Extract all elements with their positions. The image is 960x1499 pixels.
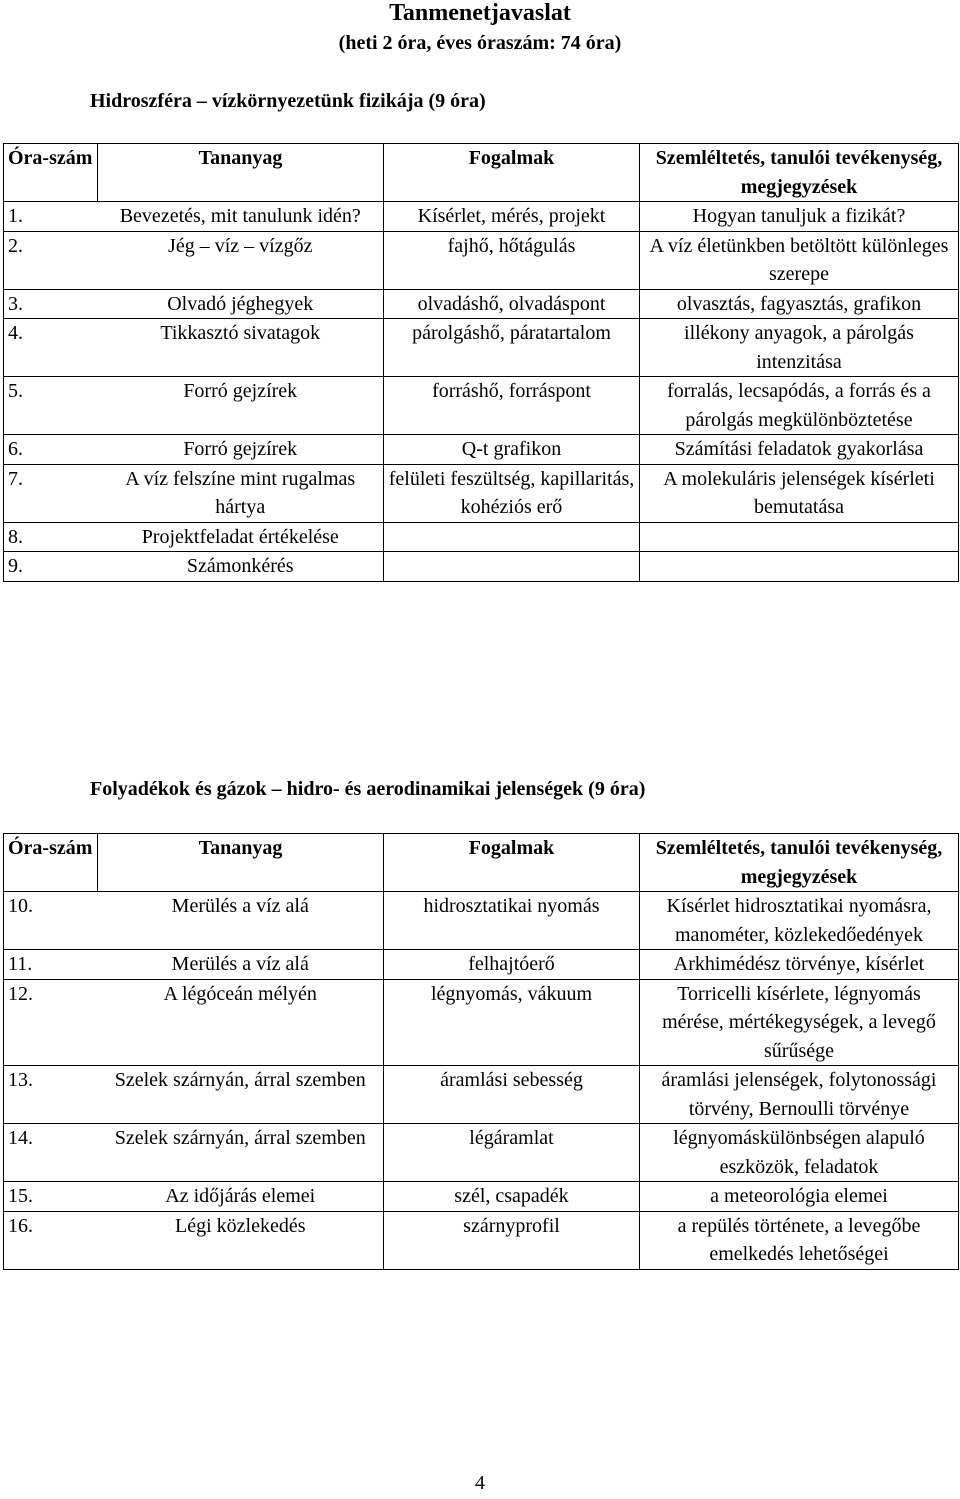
- concepts-cell: szárnyprofil: [384, 1211, 640, 1269]
- concepts-cell: [384, 552, 640, 582]
- lesson-number-cell: 10.: [4, 892, 98, 950]
- lesson-number-cell: 7.: [4, 464, 98, 522]
- notes-cell: A molekuláris jelenségek kísérleti bemutatása: [640, 464, 959, 522]
- table-row: [4, 522, 959, 552]
- lesson-number-cell: 12.: [4, 979, 98, 1066]
- table-row: [4, 289, 959, 319]
- notes-cell: [640, 552, 959, 582]
- table-header-row: [4, 144, 959, 202]
- notes-cell: olvasztás, fagyasztás, grafikon: [640, 289, 959, 319]
- lesson-number-cell: 8.: [4, 522, 98, 552]
- table-row: [4, 979, 959, 1066]
- concepts-cell: légáramlat: [384, 1124, 640, 1182]
- lesson-number-cell: 1.: [4, 202, 98, 232]
- notes-cell: Kísérlet hidrosztatikai nyomásra, manométer, közlekedőedények: [640, 892, 959, 950]
- concepts-cell: párolgáshő, páratartalom: [384, 319, 640, 377]
- notes-cell: Arkhimédész törvénye, kísérlet: [640, 950, 959, 980]
- lesson-number-cell: 11.: [4, 950, 98, 980]
- topic-cell: Forró gejzírek: [98, 377, 384, 435]
- notes-cell: a repülés története, a levegőbe emelkedés lehetőségei: [640, 1211, 959, 1269]
- topic-cell: Tikkasztó sivatagok: [98, 319, 384, 377]
- lesson-plan-table-2: [3, 833, 959, 1270]
- concepts-cell: Kísérlet, mérés, projekt: [384, 202, 640, 232]
- topic-cell: Projektfeladat értékelése: [98, 522, 384, 552]
- section-1-title: Hidroszféra – vízkörnyezetünk fizikája (9 óra): [90, 90, 486, 112]
- header-topic: Tananyag: [98, 144, 384, 202]
- concepts-cell: fajhő, hőtágulás: [384, 231, 640, 289]
- concepts-cell: Q-t grafikon: [384, 435, 640, 465]
- table-row: [4, 377, 959, 435]
- lesson-number-cell: 15.: [4, 1182, 98, 1212]
- topic-cell: Merülés a víz alá: [98, 892, 384, 950]
- table-row: [4, 231, 959, 289]
- notes-cell: forralás, lecsapódás, a forrás és a párolgás megkülönböztetése: [640, 377, 959, 435]
- notes-cell: Számítási feladatok gyakorlása: [640, 435, 959, 465]
- lesson-number-cell: 14.: [4, 1124, 98, 1182]
- notes-cell: Torricelli kísérlete, légnyomás mérése, mértékegységek, a levegő sűrűsége: [640, 979, 959, 1066]
- topic-cell: Szelek szárnyán, árral szemben: [98, 1066, 384, 1124]
- concepts-cell: [384, 522, 640, 552]
- table-row: [4, 1124, 959, 1182]
- topic-cell: A légóceán mélyén: [98, 979, 384, 1066]
- concepts-cell: áramlási sebesség: [384, 1066, 640, 1124]
- notes-cell: a meteorológia elemei: [640, 1182, 959, 1212]
- concepts-cell: felhajtóerő: [384, 950, 640, 980]
- header-concepts: Fogalmak: [384, 144, 640, 202]
- lesson-number-cell: 2.: [4, 231, 98, 289]
- table-row: [4, 202, 959, 232]
- table-row: [4, 892, 959, 950]
- notes-cell: áramlási jelenségek, folytonossági törvény, Bernoulli törvénye: [640, 1066, 959, 1124]
- header-notes: Szemléltetés, tanulói tevékenység, megjegyzések: [640, 834, 959, 892]
- notes-cell: légnyomáskülönbségen alapuló eszközök, feladatok: [640, 1124, 959, 1182]
- table-row: [4, 1211, 959, 1269]
- header-concepts: Fogalmak: [384, 834, 640, 892]
- concepts-cell: forráshő, forráspont: [384, 377, 640, 435]
- topic-cell: Jég – víz – vízgőz: [98, 231, 384, 289]
- topic-cell: Számonkérés: [98, 552, 384, 582]
- table-row: [4, 552, 959, 582]
- lesson-number-cell: 16.: [4, 1211, 98, 1269]
- header-notes: Szemléltetés, tanulói tevékenység, megjegyzések: [640, 144, 959, 202]
- table-row: [4, 319, 959, 377]
- table-row: [4, 1066, 959, 1124]
- table-row: [4, 435, 959, 465]
- section-2-title: Folyadékok és gázok – hidro- és aerodinamikai jelenségek (9 óra): [90, 778, 646, 800]
- concepts-cell: felületi feszültség, kapillaritás, kohéziós erő: [384, 464, 640, 522]
- table-header-row: [4, 834, 959, 892]
- lesson-number-cell: 4.: [4, 319, 98, 377]
- document-title: Tanmenetjavaslat: [389, 0, 571, 26]
- lesson-number-cell: 9.: [4, 552, 98, 582]
- table-row: [4, 950, 959, 980]
- concepts-cell: hidrosztatikai nyomás: [384, 892, 640, 950]
- table-row: [4, 1182, 959, 1212]
- table-row: [4, 464, 959, 522]
- topic-cell: Merülés a víz alá: [98, 950, 384, 980]
- topic-cell: Szelek szárnyán, árral szemben: [98, 1124, 384, 1182]
- header-topic: Tananyag: [98, 834, 384, 892]
- lesson-number-cell: 13.: [4, 1066, 98, 1124]
- header-lesson-number: Óra-szám: [4, 834, 98, 892]
- lesson-plan-table-1: [3, 143, 959, 582]
- concepts-cell: olvadáshő, olvadáspont: [384, 289, 640, 319]
- concepts-cell: légnyomás, vákuum: [384, 979, 640, 1066]
- topic-cell: Olvadó jéghegyek: [98, 289, 384, 319]
- document-subtitle: (heti 2 óra, éves óraszám: 74 óra): [338, 32, 622, 54]
- lesson-number-cell: 6.: [4, 435, 98, 465]
- notes-cell: [640, 522, 959, 552]
- notes-cell: A víz életünkben betöltött különleges szerepe: [640, 231, 959, 289]
- topic-cell: Az időjárás elemei: [98, 1182, 384, 1212]
- notes-cell: illékony anyagok, a párolgás intenzitása: [640, 319, 959, 377]
- topic-cell: Bevezetés, mit tanulunk idén?: [98, 202, 384, 232]
- page-number: 4: [475, 1472, 485, 1494]
- notes-cell: Hogyan tanuljuk a fizikát?: [640, 202, 959, 232]
- lesson-number-cell: 5.: [4, 377, 98, 435]
- topic-cell: Légi közlekedés: [98, 1211, 384, 1269]
- concepts-cell: szél, csapadék: [384, 1182, 640, 1212]
- topic-cell: A víz felszíne mint rugalmas hártya: [98, 464, 384, 522]
- header-lesson-number: Óra-szám: [4, 144, 98, 202]
- topic-cell: Forró gejzírek: [98, 435, 384, 465]
- lesson-number-cell: 3.: [4, 289, 98, 319]
